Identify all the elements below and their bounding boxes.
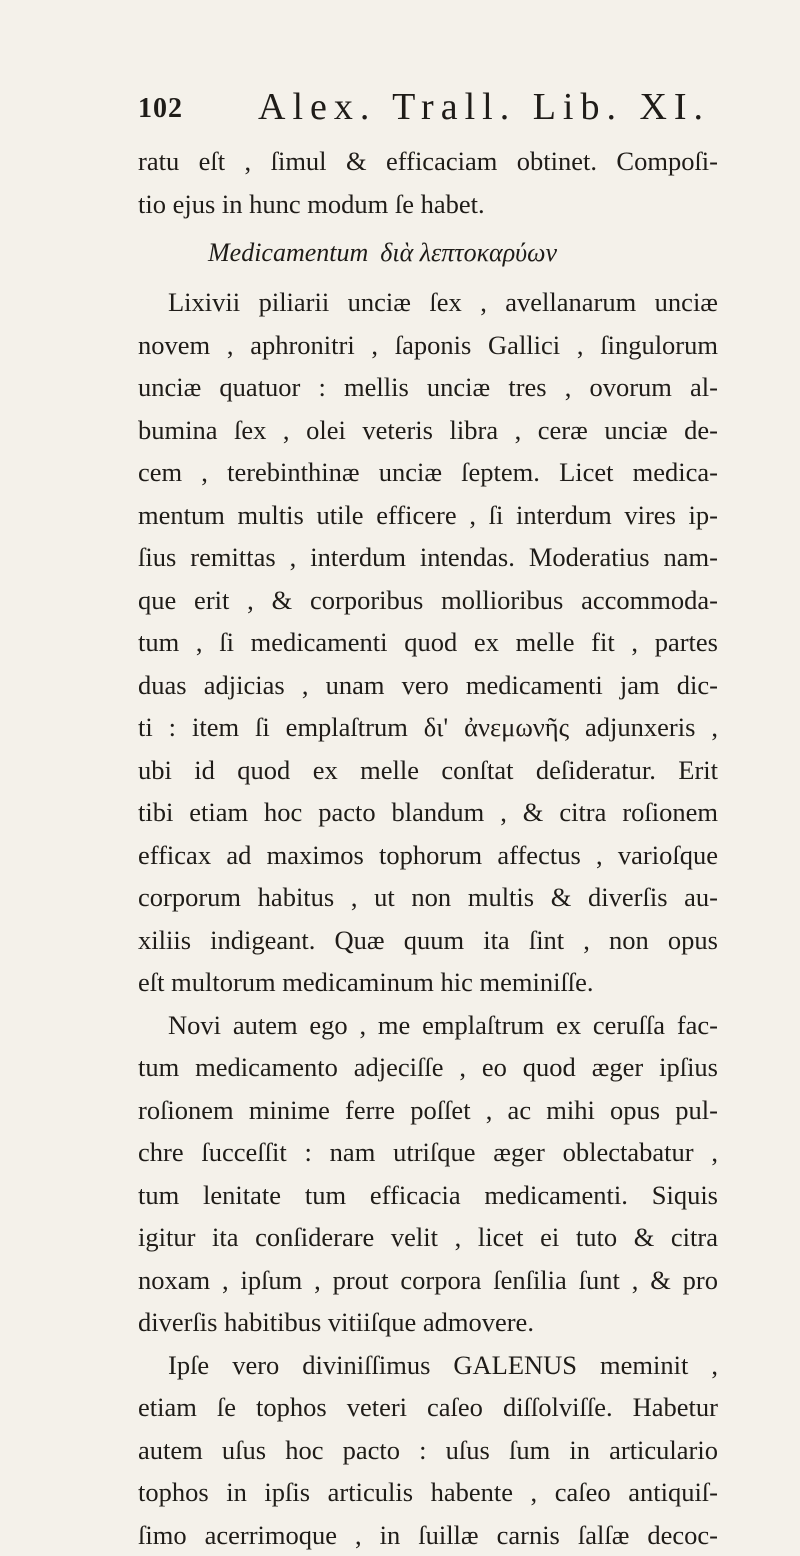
text-line: ſimo acerrimoque , in ſuillæ carnis ſalſæ decoc- (138, 1514, 718, 1556)
text-line: unciæ quatuor : mellis unciæ tres , ovorum al- (138, 366, 718, 409)
text-line: Lixivii piliarii unciæ ſex , avellanarum unciæ (138, 281, 718, 324)
text-line: corporum habitus , ut non multis & diverſis au- (138, 876, 718, 919)
text-line: cem , terebinthinæ unciæ ſeptem. Licet medica- (138, 451, 718, 494)
text-line: que erit , & corporibus mollioribus accommoda- (138, 579, 718, 622)
text-line: Ipſe vero diviniſſimus GALENUS meminit , (138, 1344, 718, 1387)
text-line: roſionem minime ferre poſſet , ac mihi opus pul- (138, 1089, 718, 1132)
text-line: tibi etiam hoc pacto blandum , & citra roſionem (138, 791, 718, 834)
text-line: bumina ſex , olei veteris libra , ceræ unciæ de- (138, 409, 718, 452)
text-line: tum medicamento adjeciſſe , eo quod æger ipſius (138, 1046, 718, 1089)
text-line: efficax ad maximos tophorum affectus , varioſque (138, 834, 718, 877)
running-head: Alex. Trall. Lib. XI. (258, 85, 710, 129)
page-header (138, 85, 698, 135)
text-line: mentum multis utile efficere , ſi interdum vires ip- (138, 494, 718, 537)
text-line: chre ſucceſſit : nam utriſque æger oblectabatur , (138, 1131, 718, 1174)
text-line: xiliis indigeant. Quæ quum ita ſint , non opus (138, 919, 718, 962)
text-line: ratu eſt , ſimul & efficaciam obtinet. Compoſi- (138, 140, 718, 183)
text-line: tophos in ipſis articulis habente , caſeo antiquiſ- (138, 1471, 718, 1514)
text-line: novem , aphronitri , ſaponis Gallici , ſingulorum (138, 324, 718, 367)
heading-greek: διὰ λεπτοκαρύων (380, 238, 557, 267)
text-line: tio ejus in hunc modum ſe habet. (138, 183, 718, 226)
text-line: ſius remittas , interdum intendas. Moderatius nam- (138, 536, 718, 579)
text-line: duas adjicias , unam vero medicamenti jam dic- (138, 664, 718, 707)
text-line: autem uſus hoc pacto : uſus ſum in articulario (138, 1429, 718, 1472)
body-text (138, 140, 718, 1556)
text-line: Novi autem ego , me emplaſtrum ex ceruſſa fac- (138, 1004, 718, 1047)
heading-latin: Medicamentum (208, 238, 368, 267)
text-line: tum , ſi medicamenti quod ex melle fit , partes (138, 621, 718, 664)
text-line: tum lenitate tum efficacia medicamenti. Siquis (138, 1174, 718, 1217)
text-line: eſt multorum medicaminum hic meminiſſe. (138, 961, 718, 1004)
text-line: noxam , ipſum , prout corpora ſenſilia ſunt , & pro (138, 1259, 718, 1302)
text-line: igitur ita conſiderare velit , licet ei tuto & citra (138, 1216, 718, 1259)
text-line: etiam ſe tophos veteri caſeo diſſolviſſe. Habetur (138, 1386, 718, 1429)
text-line: ubi id quod ex melle conſtat deſideratur. Erit (138, 749, 718, 792)
section-heading (138, 229, 718, 277)
text-line: ti : item ſi emplaſtrum δι' ἀνεμωνῆς adjunxeris , (138, 706, 718, 749)
text-line: diverſis habitibus vitiiſque admovere. (138, 1301, 718, 1344)
page-number: 102 (138, 93, 183, 125)
